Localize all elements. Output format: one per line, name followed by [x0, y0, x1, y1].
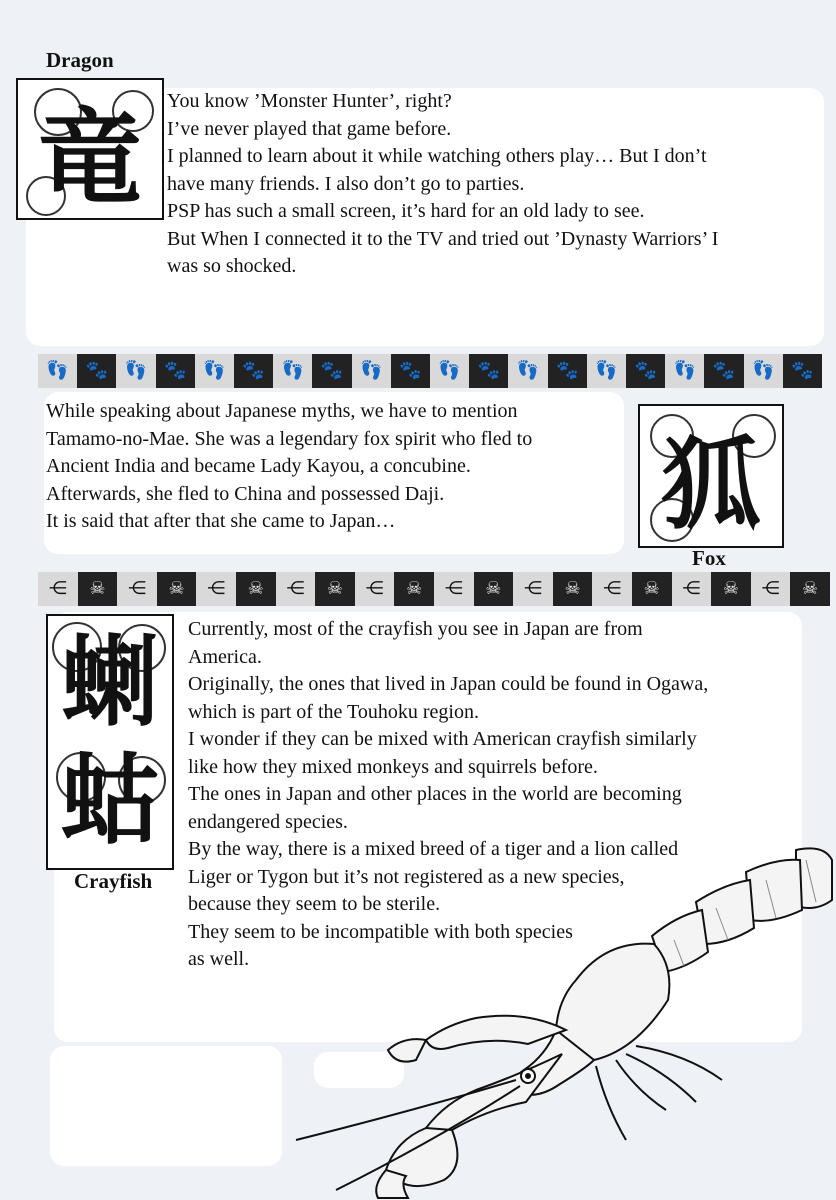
- fox-kanji-box: [638, 404, 784, 548]
- text-line: While speaking about Japanese myths, we have to mention: [46, 400, 518, 422]
- text-line: You know ’Monster Hunter’, right?: [167, 90, 452, 112]
- fish-bone-icon: ⋲: [672, 572, 712, 606]
- text-line: PSP has such a small screen, it’s hard for an old lady to see.: [167, 200, 645, 222]
- footprint-icon: 👣: [273, 354, 312, 388]
- fox-kanji: 狐: [661, 426, 761, 543]
- fish-bone-icon: ⋲: [434, 572, 474, 606]
- skull-crossbones-icon: ☠: [474, 572, 514, 606]
- paw-icon: 🐾: [626, 354, 665, 388]
- footprint-icon: 👣: [116, 354, 155, 388]
- footprint-icon: 👣: [430, 354, 469, 388]
- fish-bone-icon: ⋲: [38, 572, 78, 606]
- fox-text: [46, 398, 532, 536]
- fish-bone-icon: ⋲: [751, 572, 791, 606]
- text-line: It is said that after that she came to Japan…: [46, 510, 396, 532]
- fish-bone-icon: ⋲: [355, 572, 395, 606]
- paw-icon: 🐾: [312, 354, 351, 388]
- text-line: They seem to be incompatible with both species: [188, 920, 573, 943]
- footprint-icon: 👣: [665, 354, 704, 388]
- fish-bone-icon: ⋲: [513, 572, 553, 606]
- skull-crossbones-icon: ☠: [78, 572, 118, 606]
- paw-icon: 🐾: [234, 354, 273, 388]
- paw-icon: 🐾: [704, 354, 743, 388]
- skull-crossbones-icon: ☠: [553, 572, 593, 606]
- fish-bone-icon: ⋲: [196, 572, 236, 606]
- footprint-divider: [38, 354, 822, 388]
- skull-crossbones-icon: ☠: [632, 572, 672, 606]
- dragon-kanji-box: [16, 78, 164, 220]
- text-line: endangered species.: [188, 810, 348, 833]
- crayfish-label: Crayfish: [74, 869, 153, 893]
- fish-bone-icon: ⋲: [117, 572, 157, 606]
- fish-bone-icon: ⋲: [592, 572, 632, 606]
- text-line: Tamamo-no-Mae. She was a legendary fox spirit who fled to: [46, 427, 533, 450]
- footprint-icon: 👣: [38, 354, 77, 388]
- text-line: have many friends. I also don’t go to parties.: [167, 172, 525, 195]
- text-line: Currently, most of the crayfish you see in Japan are from: [188, 618, 643, 640]
- text-line: America.: [188, 645, 262, 668]
- text-line: By the way, there is a mixed breed of a tiger and a lion called: [188, 838, 679, 860]
- paw-icon: 🐾: [77, 354, 116, 388]
- paw-icon: 🐾: [548, 354, 587, 388]
- footprint-icon: 👣: [508, 354, 547, 388]
- text-line: Afterwards, she fled to China and possessed Daji.: [46, 482, 445, 505]
- paw-icon: 🐾: [469, 354, 508, 388]
- fox-label: Fox: [692, 546, 726, 570]
- footprint-icon: 👣: [744, 354, 783, 388]
- skull-crossbones-icon: ☠: [315, 572, 355, 606]
- crayfish-kanji-top: 蝲: [60, 626, 159, 740]
- footprint-icon: 👣: [352, 354, 391, 388]
- text-line: But When I connected it to the TV and tried out ’Dynasty Warriors’ I: [167, 227, 719, 250]
- paw-icon: 🐾: [391, 354, 430, 388]
- text-line: was so shocked.: [167, 255, 297, 277]
- skull-crossbones-icon: ☠: [394, 572, 434, 606]
- skull-crossbones-icon: ☠: [236, 572, 276, 606]
- skull-crossbones-icon: ☠: [790, 572, 830, 606]
- crayfish-kanji-bottom: 蛄: [60, 744, 159, 858]
- text-line: I’ve never played that game before.: [167, 117, 452, 140]
- skull-crossbones-icon: ☠: [711, 572, 751, 606]
- skull-crossbones-icon: ☠: [157, 572, 197, 606]
- fish-skull-divider: [38, 572, 830, 606]
- footprint-icon: 👣: [195, 354, 234, 388]
- text-line: because they seem to be sterile.: [188, 893, 441, 915]
- text-line: The ones in Japan and other places in the world are becoming: [188, 783, 682, 805]
- paw-icon: 🐾: [156, 354, 195, 388]
- crayfish-kanji-box: [46, 614, 174, 870]
- dragon-kanji: 竜: [37, 97, 142, 219]
- text-line: like how they mixed monkeys and squirrels before.: [188, 755, 598, 778]
- text-line: Ancient India and became Lady Kayou, a concubine.: [46, 455, 471, 477]
- crayfish-illustration: [276, 840, 836, 1200]
- dragon-label: Dragon: [46, 48, 114, 72]
- text-line: I planned to learn about it while watching others play… But I don’t: [167, 145, 707, 167]
- text-line: as well.: [188, 948, 250, 970]
- text-line: Originally, the ones that lived in Japan could be found in Ogawa,: [188, 673, 709, 695]
- footprint-icon: 👣: [587, 354, 626, 388]
- fish-bone-icon: ⋲: [276, 572, 316, 606]
- text-line: Liger or Tygon but it’s not registered as a new species,: [188, 865, 625, 888]
- text-line: I wonder if they can be mixed with American crayfish similarly: [188, 728, 697, 750]
- dragon-text: [167, 88, 718, 281]
- text-line: which is part of the Touhoku region.: [188, 700, 479, 723]
- paw-icon: 🐾: [783, 354, 822, 388]
- empty-panel: [50, 1046, 282, 1166]
